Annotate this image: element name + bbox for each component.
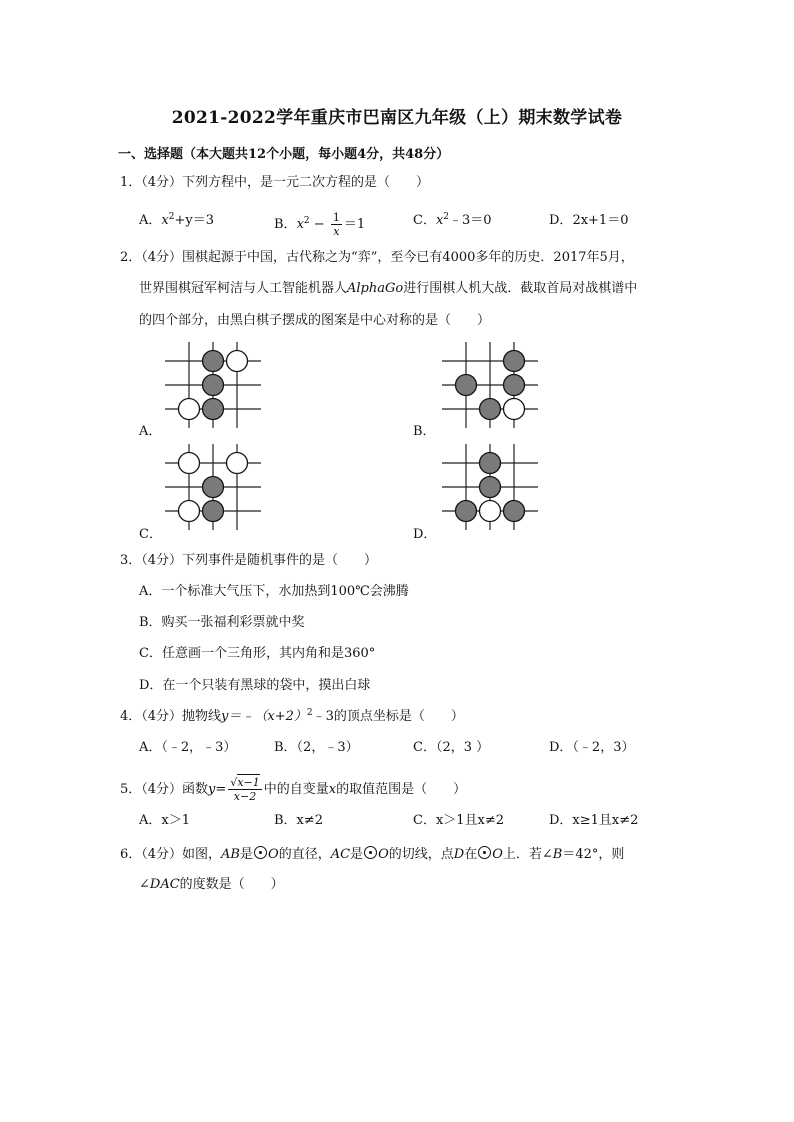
white-stone: [227, 453, 248, 474]
question-3-stem: 3．（4分）下列事件是随机事件的是（ ）: [120, 553, 378, 568]
black-stone: [203, 501, 224, 522]
question-2-line-3: 的四个部分，由黑白棋子摆成的图案是中心对称的是（ ）: [139, 313, 491, 328]
question-6-line-2: ∠DAC的度数是（ ）: [139, 877, 284, 892]
black-stone: [480, 453, 501, 474]
question-4-option-d: D．（﹣2，3）: [549, 740, 635, 755]
go-board-d: [440, 442, 540, 532]
question-4-option-b: B．（2，﹣3）: [274, 740, 359, 755]
black-stone: [456, 501, 477, 522]
question-6-line-1: 6．（4分）如图，AB是 O的直径，AC是 O的切线，点D在 O上．若∠B＝42°，则: [120, 847, 625, 862]
fraction-sqrt: $\frac{√x-1}{x-2}$: [230, 776, 260, 803]
question-5-stem: 5．（4分）函数y= $\frac{√x-1}{x-2}$ 中的自变量x的取值范围是（ ）: [120, 776, 467, 803]
black-stone: [203, 351, 224, 372]
circle-dot-symbol: [478, 846, 491, 859]
section-heading: 一、选择题（本大题共12个小题，每小题4分，共48分）: [118, 147, 450, 162]
black-stone: [504, 501, 525, 522]
question-1-option-c: C．$x^2﹣3=0$: [413, 212, 492, 228]
white-stone: [480, 501, 501, 522]
question-1-option-b: B．$x^2$ − $\frac{1}{x}$ ＝1: [274, 211, 366, 238]
question-3-option-b: B．购买一张福利彩票就中奖: [139, 615, 305, 630]
black-stone: [203, 375, 224, 396]
question-2-line-2: 世界围棋冠军柯洁与人工智能机器人AlphaGo进行围棋人机大战．截取首局对战棋谱中: [139, 281, 638, 296]
black-stone: [480, 477, 501, 498]
question-4-option-c: C．（2，3 ）: [413, 740, 490, 755]
question-5-option-c: C．x＞1且x≠2: [413, 813, 505, 828]
question-3-option-c: C．任意画一个三角形，其内角和是360°: [139, 646, 376, 661]
question-4-stem: 4．（4分）抛物线$y=﹣(x+2)^2﹣3$的顶点坐标是（ ）: [120, 708, 464, 724]
black-stone: [203, 477, 224, 498]
black-stone: [456, 375, 477, 396]
black-stone: [203, 399, 224, 420]
question-5-option-d: D．x≥1且x≠2: [549, 813, 639, 828]
question-2-label-a: A．: [139, 424, 162, 439]
black-stone: [504, 375, 525, 396]
white-stone: [227, 351, 248, 372]
page-title: 2021-2022学年重庆市巴南区九年级（上）期末数学试卷: [171, 108, 623, 128]
question-4-option-a: A．（﹣2，﹣3）: [139, 740, 237, 755]
question-2-label-c: C．: [139, 527, 162, 542]
fraction-one-over-x: $\frac{1}{x}$: [332, 211, 340, 238]
question-1-option-a: A．$x^2+y=3$: [139, 212, 214, 228]
go-board-a: [163, 340, 263, 430]
go-board-c: [163, 442, 263, 532]
question-2-line-1: 2．（4分）围棋起源于中国，古代称之为“弈”，至今已有4000多年的历史．2017年5月，: [120, 250, 634, 265]
circle-dot-symbol: [254, 846, 267, 859]
black-stone: [480, 399, 501, 420]
circle-dot-symbol: [364, 846, 377, 859]
question-2-label-b: B．: [413, 424, 436, 439]
question-3-option-a: A．一个标准大气压下，水加热到100℃会沸腾: [139, 584, 409, 599]
white-stone: [504, 399, 525, 420]
question-1-stem: 1．（4分）下列方程中，是一元二次方程的是（ ）: [120, 175, 430, 190]
question-3-option-d: D．在一个只装有黑球的袋中，摸出白球: [139, 678, 371, 693]
white-stone: [179, 399, 200, 420]
question-5-option-a: A．x＞1: [139, 813, 190, 828]
black-stone: [504, 351, 525, 372]
go-board-b: [440, 340, 540, 430]
question-2-label-d: D．: [413, 527, 437, 542]
question-5-option-b: B．x≠2: [274, 813, 324, 828]
white-stone: [179, 501, 200, 522]
question-1-option-d: D．2x+1＝0: [549, 213, 629, 228]
white-stone: [179, 453, 200, 474]
